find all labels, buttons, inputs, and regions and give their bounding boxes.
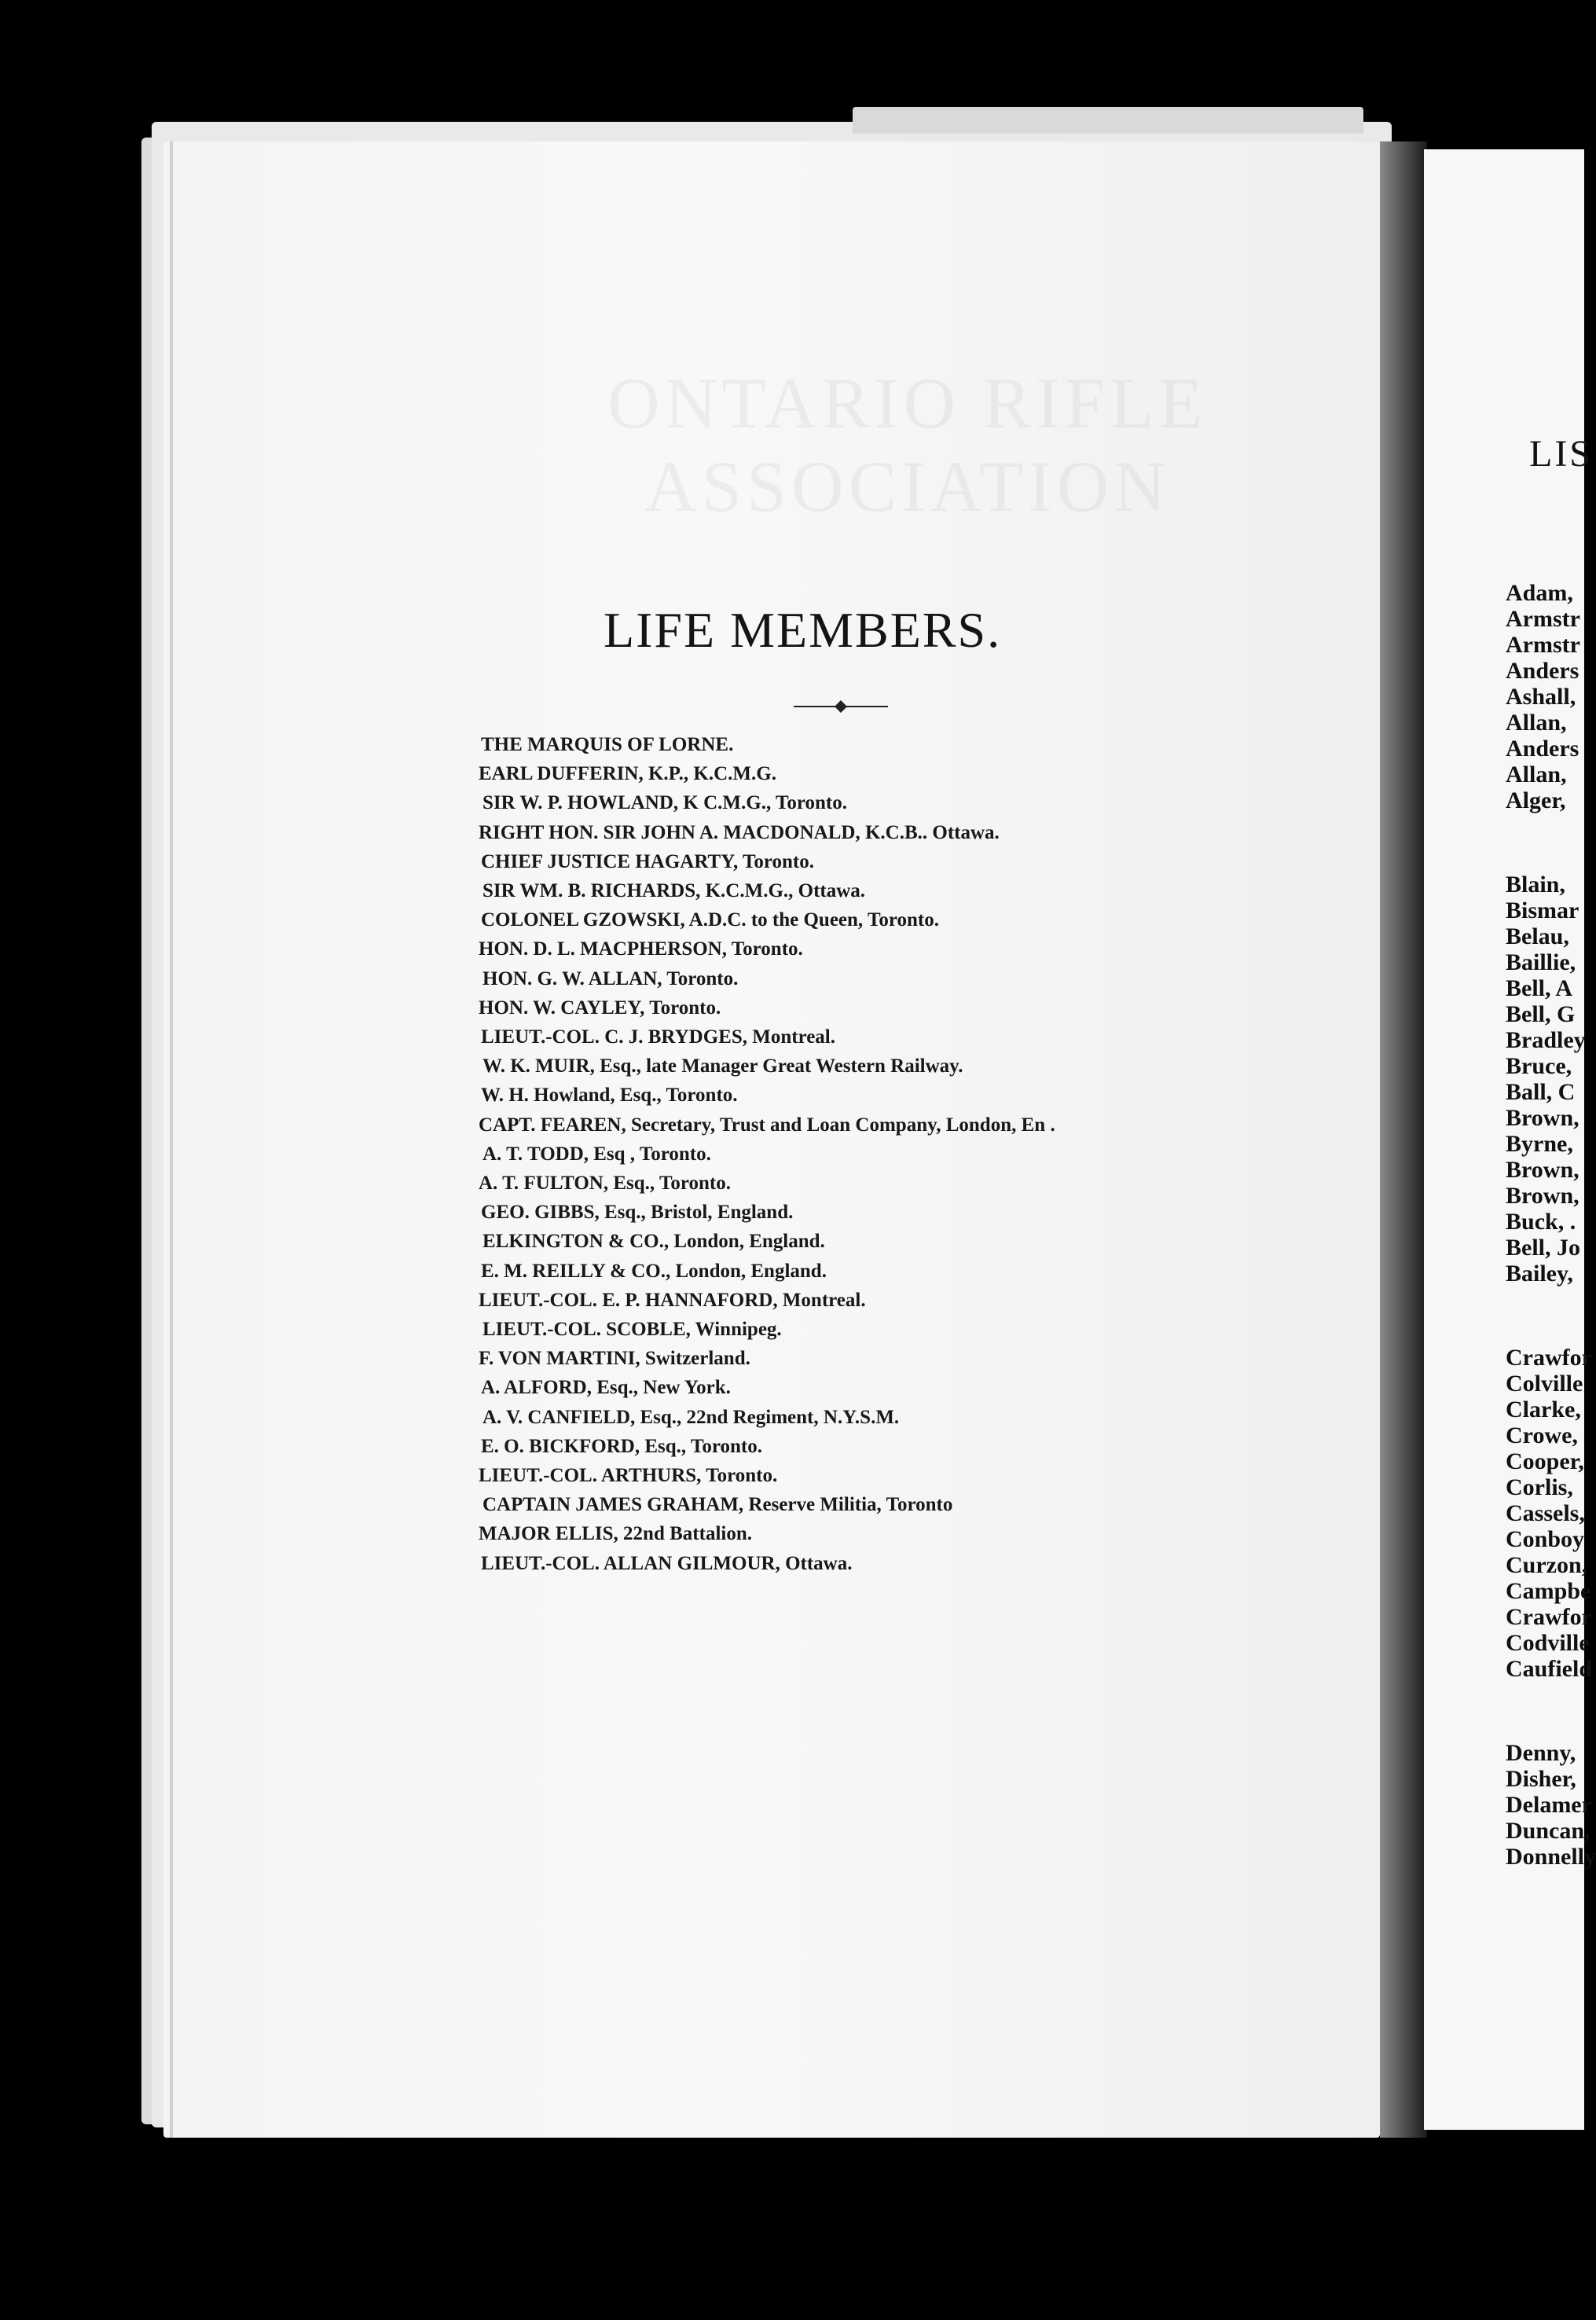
name-entry: Buck, .	[1506, 1209, 1576, 1235]
name-entry: Baillie,	[1506, 949, 1576, 975]
name-group	[1506, 580, 1596, 813]
name-entry: Codville	[1506, 1630, 1590, 1656]
page-edge	[170, 141, 173, 2138]
member-entry: GEO. GIBBS, Esq., Bristol, England.	[481, 1202, 794, 1224]
member-entry: RIGHT HON. SIR JOHN A. MACDONALD, K.C.B.. Ottawa.	[479, 821, 1000, 843]
name-entry: Corlis,	[1506, 1474, 1573, 1500]
member-entry: EARL DUFFERIN, K.P., K.C.M.G.	[479, 763, 776, 785]
member-entry: CHIEF JUSTICE HAGARTY, Toronto.	[481, 850, 814, 872]
member-entry: W. H. Howland, Esq., Toronto.	[481, 1085, 738, 1107]
member-entry: LIEUT.-COL. ARTHURS, Toronto.	[479, 1465, 778, 1487]
member-entry: A. V. CANFIELD, Esq., 22nd Regiment, N.Y.S.M.	[482, 1406, 900, 1428]
member-entry: LIEUT.-COL. ALLAN GILMOUR, Ottawa.	[481, 1552, 853, 1574]
book-gutter	[1380, 141, 1427, 2138]
members-list	[481, 730, 1055, 1578]
member-entry: LIEUT.-COL. E. P. HANNAFORD, Montreal.	[479, 1289, 866, 1311]
name-entry: Conboy	[1506, 1526, 1585, 1552]
name-entry: Duncan,	[1506, 1818, 1590, 1844]
name-group	[1506, 1740, 1596, 1870]
member-entry: LIEUT.-COL. SCOBLE, Winnipeg.	[482, 1319, 782, 1341]
member-entry: SIR W. P. HOWLAND, K C.M.G., Toronto.	[482, 792, 847, 814]
page-title: LIFE MEMBERS.	[604, 602, 1002, 658]
name-entry: Brown,	[1506, 1105, 1579, 1131]
name-entry: Byrne,	[1506, 1131, 1573, 1157]
page-tab-strip	[853, 107, 1363, 134]
right-page-list	[1506, 580, 1596, 1928]
name-entry: Bismar	[1506, 898, 1579, 923]
member-entry: COLONEL GZOWSKI, A.D.C. to the Queen, Toronto.	[481, 909, 939, 931]
name-entry: Cooper,	[1506, 1448, 1584, 1474]
member-entry: W. K. MUIR, Esq., late Manager Great Western Railway.	[482, 1055, 963, 1077]
member-entry: CAPT. FEAREN, Secretary, Trust and Loan Company, London, En .	[479, 1114, 1055, 1136]
member-entry: HON. W. CAYLEY, Toronto.	[479, 997, 721, 1019]
name-group	[1506, 1345, 1596, 1682]
member-entry: CAPTAIN JAMES GRAHAM, Reserve Militia, Toronto	[482, 1494, 953, 1516]
name-entry: Anders	[1506, 736, 1579, 762]
member-entry: HON. G. W. ALLAN, Toronto.	[482, 967, 739, 989]
name-entry: Brown,	[1506, 1183, 1579, 1209]
name-entry: Crawfor	[1506, 1345, 1592, 1371]
name-entry: Adam,	[1506, 580, 1573, 606]
name-entry: Curzon,	[1506, 1552, 1588, 1578]
member-entry: THE MARQUIS OF LORNE.	[481, 734, 734, 755]
name-entry: Colville	[1506, 1371, 1583, 1397]
member-entry: SIR WM. B. RICHARDS, K.C.M.G., Ottawa.	[482, 880, 866, 902]
name-entry: Caufield	[1506, 1656, 1593, 1682]
name-entry: Blain,	[1506, 872, 1565, 898]
name-entry: Allan,	[1506, 762, 1567, 787]
name-entry: Bruce,	[1506, 1053, 1572, 1079]
member-entry: A. T. TODD, Esq , Toronto.	[482, 1143, 711, 1165]
name-entry: Allan,	[1506, 710, 1567, 736]
name-entry: Alger,	[1506, 787, 1566, 813]
member-entry: HON. D. L. MACPHERSON, Toronto.	[479, 938, 803, 960]
ornament-divider	[794, 697, 888, 716]
right-page-heading: LIS	[1529, 433, 1593, 475]
name-entry: Donnelly	[1506, 1844, 1596, 1870]
name-entry: Bailey,	[1506, 1261, 1573, 1287]
name-entry: Bradley	[1506, 1027, 1586, 1053]
name-entry: Ashall,	[1506, 684, 1576, 710]
bleed-through-text: ONTARIO RIFLE ASSOCIATION	[607, 363, 1208, 527]
member-entry: F. VON MARTINI, Switzerland.	[479, 1348, 750, 1370]
name-entry: Armstr	[1506, 606, 1580, 632]
name-entry: Ball, C	[1506, 1079, 1576, 1105]
member-entry: LIEUT.-COL. C. J. BRYDGES, Montreal.	[481, 1026, 836, 1048]
name-entry: Denny,	[1506, 1740, 1576, 1766]
name-entry: Armstr	[1506, 632, 1580, 658]
member-entry: A. ALFORD, Esq., New York.	[481, 1377, 731, 1399]
name-entry: Disher,	[1506, 1766, 1576, 1792]
name-entry: Crawfor	[1506, 1604, 1592, 1630]
member-entry: ELKINGTON & CO., London, England.	[482, 1231, 825, 1253]
name-entry: Campbe	[1506, 1578, 1591, 1604]
member-entry: A. T. FULTON, Esq., Toronto.	[479, 1173, 731, 1195]
right-page	[1424, 149, 1596, 2130]
name-entry: Bell, A	[1506, 975, 1573, 1001]
name-entry: Clarke,	[1506, 1397, 1581, 1422]
name-entry: Brown,	[1506, 1157, 1579, 1183]
name-entry: Anders	[1506, 658, 1579, 684]
member-entry: MAJOR ELLIS, 22nd Battalion.	[479, 1523, 752, 1545]
member-entry: E. M. REILLY & CO., London, England.	[481, 1260, 827, 1282]
name-entry: Cassels,	[1506, 1500, 1585, 1526]
name-entry: Belau,	[1506, 923, 1569, 949]
name-group	[1506, 872, 1596, 1287]
name-entry: Bell, G	[1506, 1001, 1576, 1027]
name-entry: Delamer	[1506, 1792, 1592, 1818]
name-entry: Bell, Jo	[1506, 1235, 1580, 1261]
name-entry: Crowe,	[1506, 1422, 1578, 1448]
member-entry: E. O. BICKFORD, Esq., Toronto.	[481, 1435, 762, 1457]
